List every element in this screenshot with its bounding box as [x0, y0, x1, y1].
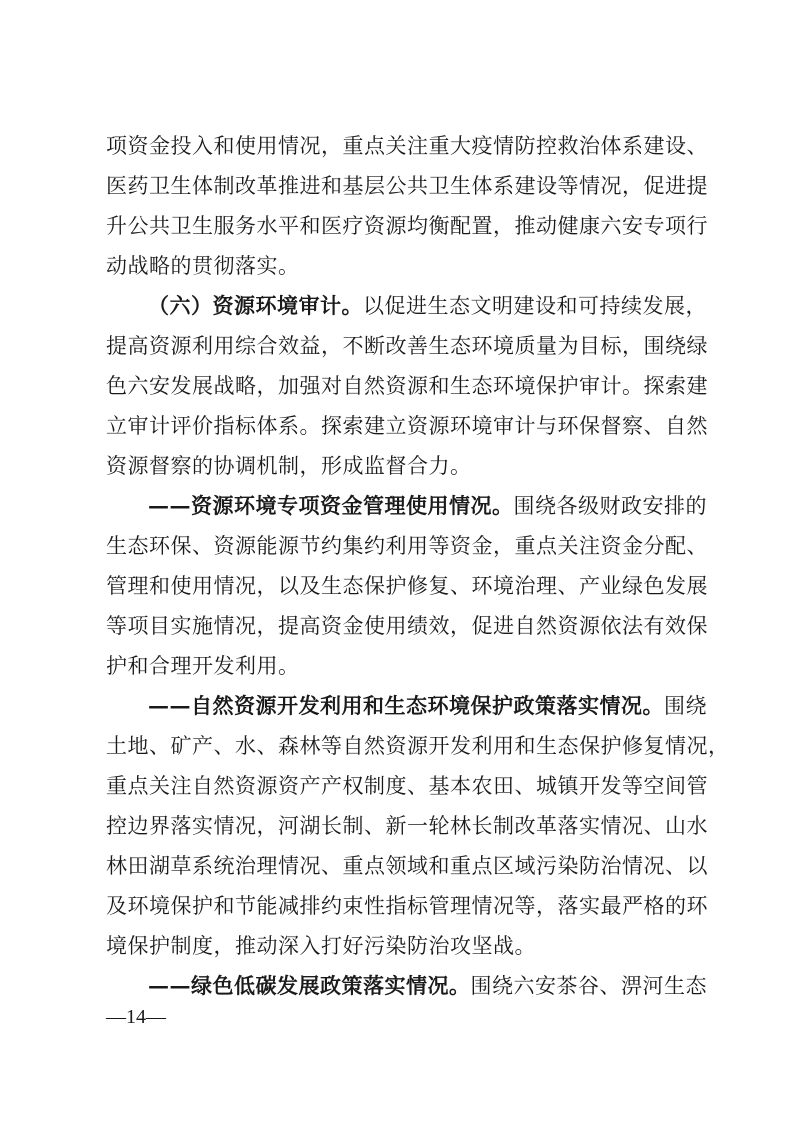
body-text-line: 色六安发展战略，加强对自然资源和生态环境保护审计。探索建	[106, 374, 708, 398]
body-text-line: 土地、矿产、水、森林等自然资源开发利用和生态保护修复情况，	[106, 734, 730, 758]
section-heading: （六）资源环境审计。	[148, 293, 363, 318]
body-text-line: 立审计评价指标体系。探索建立资源环境审计与环保督察、自然	[106, 414, 708, 438]
body-text-line: 医药卫生体制改革推进和基层公共卫生体系建设等情况，促进提	[106, 174, 708, 198]
body-text-line: 提高资源利用综合效益，不断改善生态环境质量为目标，围绕绿	[106, 334, 708, 358]
body-text-line: 林田湖草系统治理情况、重点领域和重点区域污染防治情况、以	[106, 854, 708, 878]
body-text-line: 控边界落实情况，河湖长制、新一轮林长制改革落实情况、山水	[106, 814, 708, 838]
body-text-line: 生态环保、资源能源节约集约利用等资金，重点关注资金分配、	[106, 534, 708, 558]
body-text-line: 动战略的贯彻落实。	[106, 254, 300, 278]
body-text-line: 重点关注自然资源资产产权制度、基本农田、城镇开发等空间管	[106, 774, 708, 798]
body-text-line: 升公共卫生服务水平和医疗资源均衡配置，推动健康六安专项行	[106, 214, 708, 238]
body-text-line: 境保护制度，推动深入打好污染防治攻坚战。	[106, 934, 536, 958]
subsection-heading-line: ——资源环境专项资金管理使用情况。围绕各级财政安排的	[148, 493, 707, 518]
body-text-line: 等项目实施情况，提高资金使用绩效，促进自然资源依法有效保	[106, 614, 708, 638]
subsection-heading-line: ——绿色低碳发展政策落实情况。围绕六安茶谷、淠河生态	[148, 973, 707, 998]
subsection-heading: ——自然资源开发利用和生态环境保护政策落实情况。	[148, 693, 664, 718]
page-number: —14—	[106, 1006, 166, 1028]
subsection-heading: ——绿色低碳发展政策落实情况。	[148, 973, 471, 998]
subsection-heading: ——资源环境专项资金管理使用情况。	[148, 493, 514, 518]
section-heading-line: （六）资源环境审计。以促进生态文明建设和可持续发展，	[148, 293, 707, 318]
body-text-line: 护和合理开发利用。	[106, 654, 300, 678]
body-text-line: 资源督察的协调机制，形成监督合力。	[106, 454, 472, 478]
subsection-heading-line: ——自然资源开发利用和生态环境保护政策落实情况。围绕	[148, 693, 707, 718]
body-text-line: 项资金投入和使用情况，重点关注重大疫情防控救治体系建设、	[106, 134, 708, 158]
body-text-line: 及环境保护和节能减排约束性指标管理情况等，落实最严格的环	[106, 894, 708, 918]
body-text-line: 管理和使用情况，以及生态保护修复、环境治理、产业绿色发展	[106, 574, 708, 598]
